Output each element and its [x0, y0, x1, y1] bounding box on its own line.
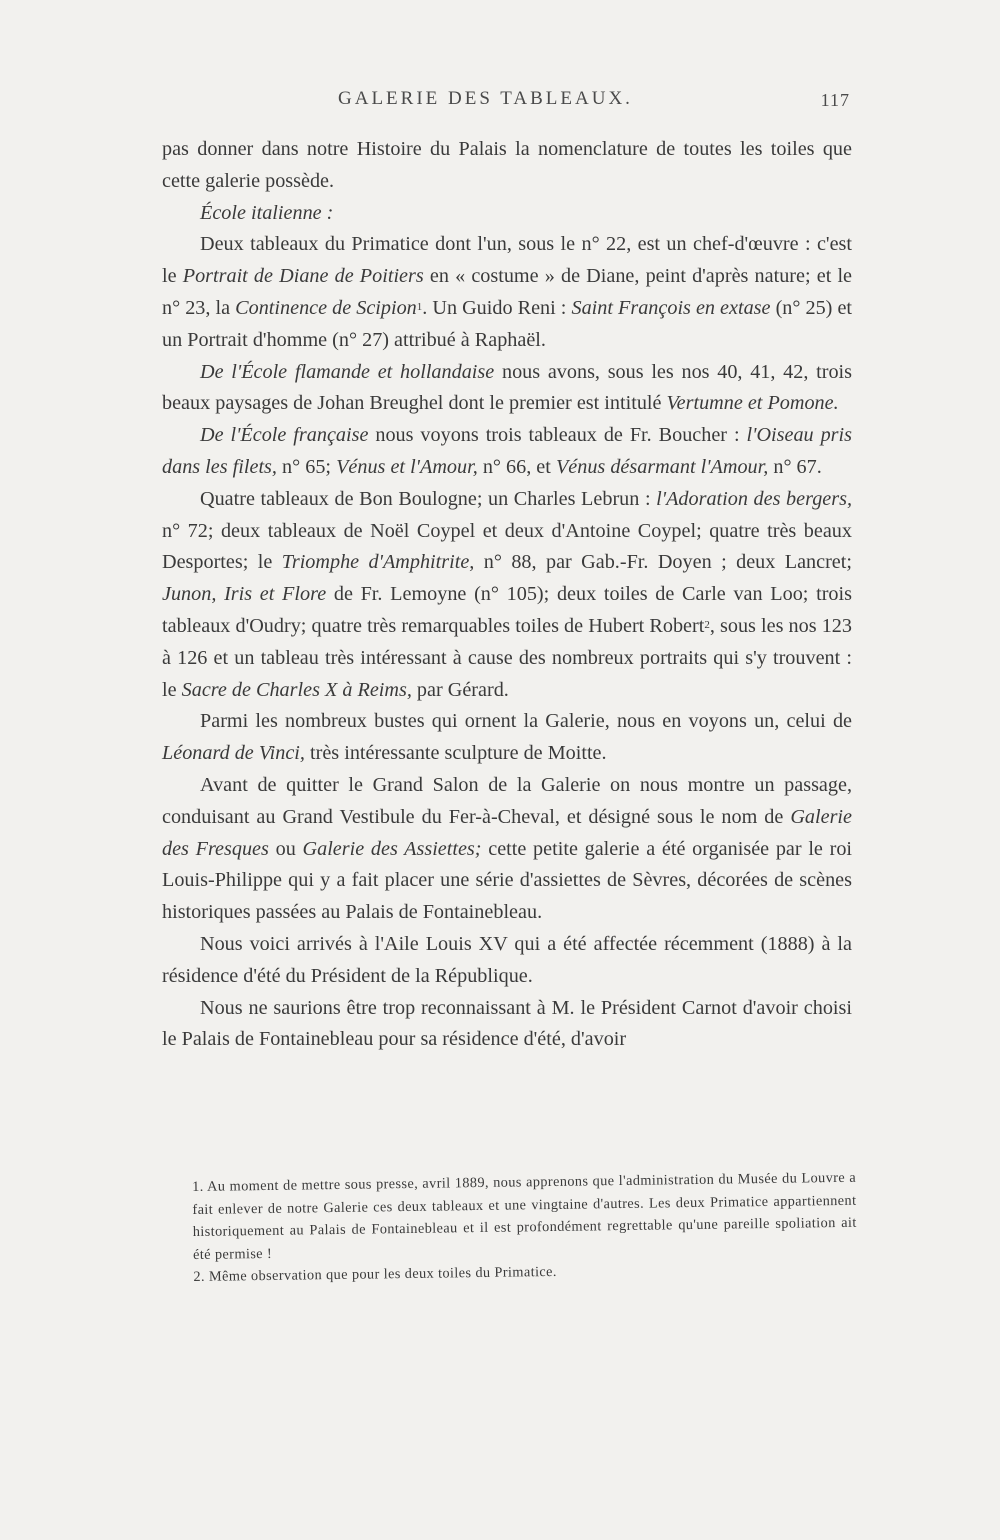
text-run: Nous ne saurions être trop reconnaissant à M. le Président Carnot d'avoir choisi le Palais de Fontainebleau pour sa résidence d'été, d'avoir — [162, 996, 852, 1051]
text-run: n° 67. — [773, 455, 822, 478]
paragraph-8 — [162, 770, 852, 929]
school-heading: De l'École française — [200, 424, 369, 447]
text-run: (n° 25) et un Portrait d'homme (n° 27) attribué à Raphaël. — [162, 296, 853, 351]
text-run: nous avons, sous les nos 40, 41, 42, trois beaux paysages de Johan Breughel dont le premier est intitulé — [162, 360, 853, 415]
text-run: en « costume » de Diane, peint d'après nature; et le n° 23, la — [162, 265, 853, 319]
artwork-title: Léonard de Vinci, — [162, 742, 305, 765]
text-run: Nous voici arrivés à l'Aile Louis XV qui a été affectée récemment (1888) à la résidence d'été du Président de la République. — [162, 932, 852, 987]
text-run: Deux tableaux du Primatice dont l'un, sous le n° 22, est un chef-d'œuvre : c'est le — [162, 233, 852, 288]
text-run: par Gérard. — [416, 678, 509, 701]
painting-title: Sacre de Charles X à Reims, — [181, 678, 412, 701]
paragraph-1 — [162, 134, 852, 198]
painting-title: l'Adoration des bergers, — [656, 487, 853, 510]
painting-title: Portrait de Diane de Poitiers — [182, 265, 424, 288]
painting-title: Vénus désarmant l'Amour, — [555, 455, 769, 478]
footnote-ref: 2 — [704, 618, 710, 631]
text-run: n° 65; — [282, 455, 332, 478]
text-run: Parmi les nombreux bustes qui ornent la Galerie, nous en voyons un, celui de — [200, 710, 852, 733]
text-run: n° 66, et — [482, 455, 551, 478]
paragraph-9 — [162, 929, 852, 993]
footnotes — [192, 1167, 858, 1289]
school-heading: De l'École flamande et hollandaise — [200, 360, 495, 383]
text-run: nous voyons trois tableaux de Fr. Boucher : — [375, 424, 740, 447]
body-text — [162, 134, 852, 1056]
text-run: n° 72; deux tableaux de Noël Coypel et deux d'Antoine Coypel; quatre très beaux Desportes; le — [162, 519, 852, 574]
text-run: Quatre tableaux de Bon Boulogne; un Charles Lebrun : — [200, 487, 651, 510]
painting-title: Vertumne et Pomone. — [666, 392, 839, 415]
footnote-ref: 1 — [416, 300, 423, 313]
text-run: cette petite galerie a été organisée par le roi Louis-Philippe qui y a fait placer une série d'assiettes de Sèvres, décorées de scènes historiques passées au Palais de Fontainebleau. — [162, 837, 853, 924]
paragraph-6 — [162, 484, 852, 707]
paragraph-4 — [162, 357, 852, 421]
footnote-1: 1. Au moment de mettre sous presse, avril 1889, nous apprenons que l'administration du Musée du Louvre a fait enlever de notre Galerie ces deux tableaux et une vingtaine d'autres. Les deux Primatice appartiennent historiquement au Palais de Fontainebleau et il est profondément regrettable qu'une pareille spoliation ait été permise ! — [192, 1169, 857, 1263]
page-number: 117 — [820, 90, 850, 110]
section-heading-italian — [162, 198, 852, 230]
paragraph-5 — [162, 420, 852, 484]
running-title: GALERIE DES TABLEAUX. — [338, 88, 633, 109]
paragraph-7 — [162, 706, 852, 770]
text-run: ou — [275, 837, 296, 860]
heading-text: École italienne : — [200, 201, 334, 224]
footnote-2: 2. Même observation que pour les deux toiles du Primatice. — [193, 1263, 557, 1285]
text-run: . Un Guido Reni : — [422, 296, 567, 319]
painting-title: Saint François en extase — [571, 296, 771, 319]
text-run: , sous les nos 123 à 126 et un tableau très intéressant à cause des nombreux portraits qui s'y trouvent : le — [162, 614, 852, 701]
painting-title: l'Oiseau pris dans les filets, — [162, 424, 852, 478]
painting-title: Triomphe d'Amphitrite, — [281, 551, 475, 574]
painting-title: Junon, Iris et Flore — [162, 583, 327, 606]
page-header — [160, 88, 850, 118]
painting-title: Continence de Scipion — [235, 296, 417, 319]
paragraph-text: pas donner dans notre Histoire du Palais la nomenclature de toutes les toiles que cette galerie possède. — [162, 138, 852, 192]
text-run: n° 88, par Gab.-Fr. Doyen ; deux Lancret; — [483, 551, 852, 574]
text-run: de Fr. Lemoyne (n° 105); deux toiles de Carle van Loo; trois tableaux d'Oudry; quatre très remarquables toiles de Hubert Robert — [162, 583, 852, 637]
text-run: très intéressante sculpture de Moitte. — [310, 742, 607, 765]
painting-title: Vénus et l'Amour, — [336, 455, 478, 478]
paragraph-10 — [162, 993, 852, 1057]
paragraph-3 — [162, 229, 852, 356]
text-run: Avant de quitter le Grand Salon de la Galerie on nous montre un passage, conduisant au Grand Vestibule du Fer-à-Cheval, et désigné sous le nom de — [162, 773, 852, 828]
gallery-name: Galerie des Fresques — [162, 805, 852, 860]
gallery-name: Galerie des Assiettes; — [302, 837, 482, 860]
